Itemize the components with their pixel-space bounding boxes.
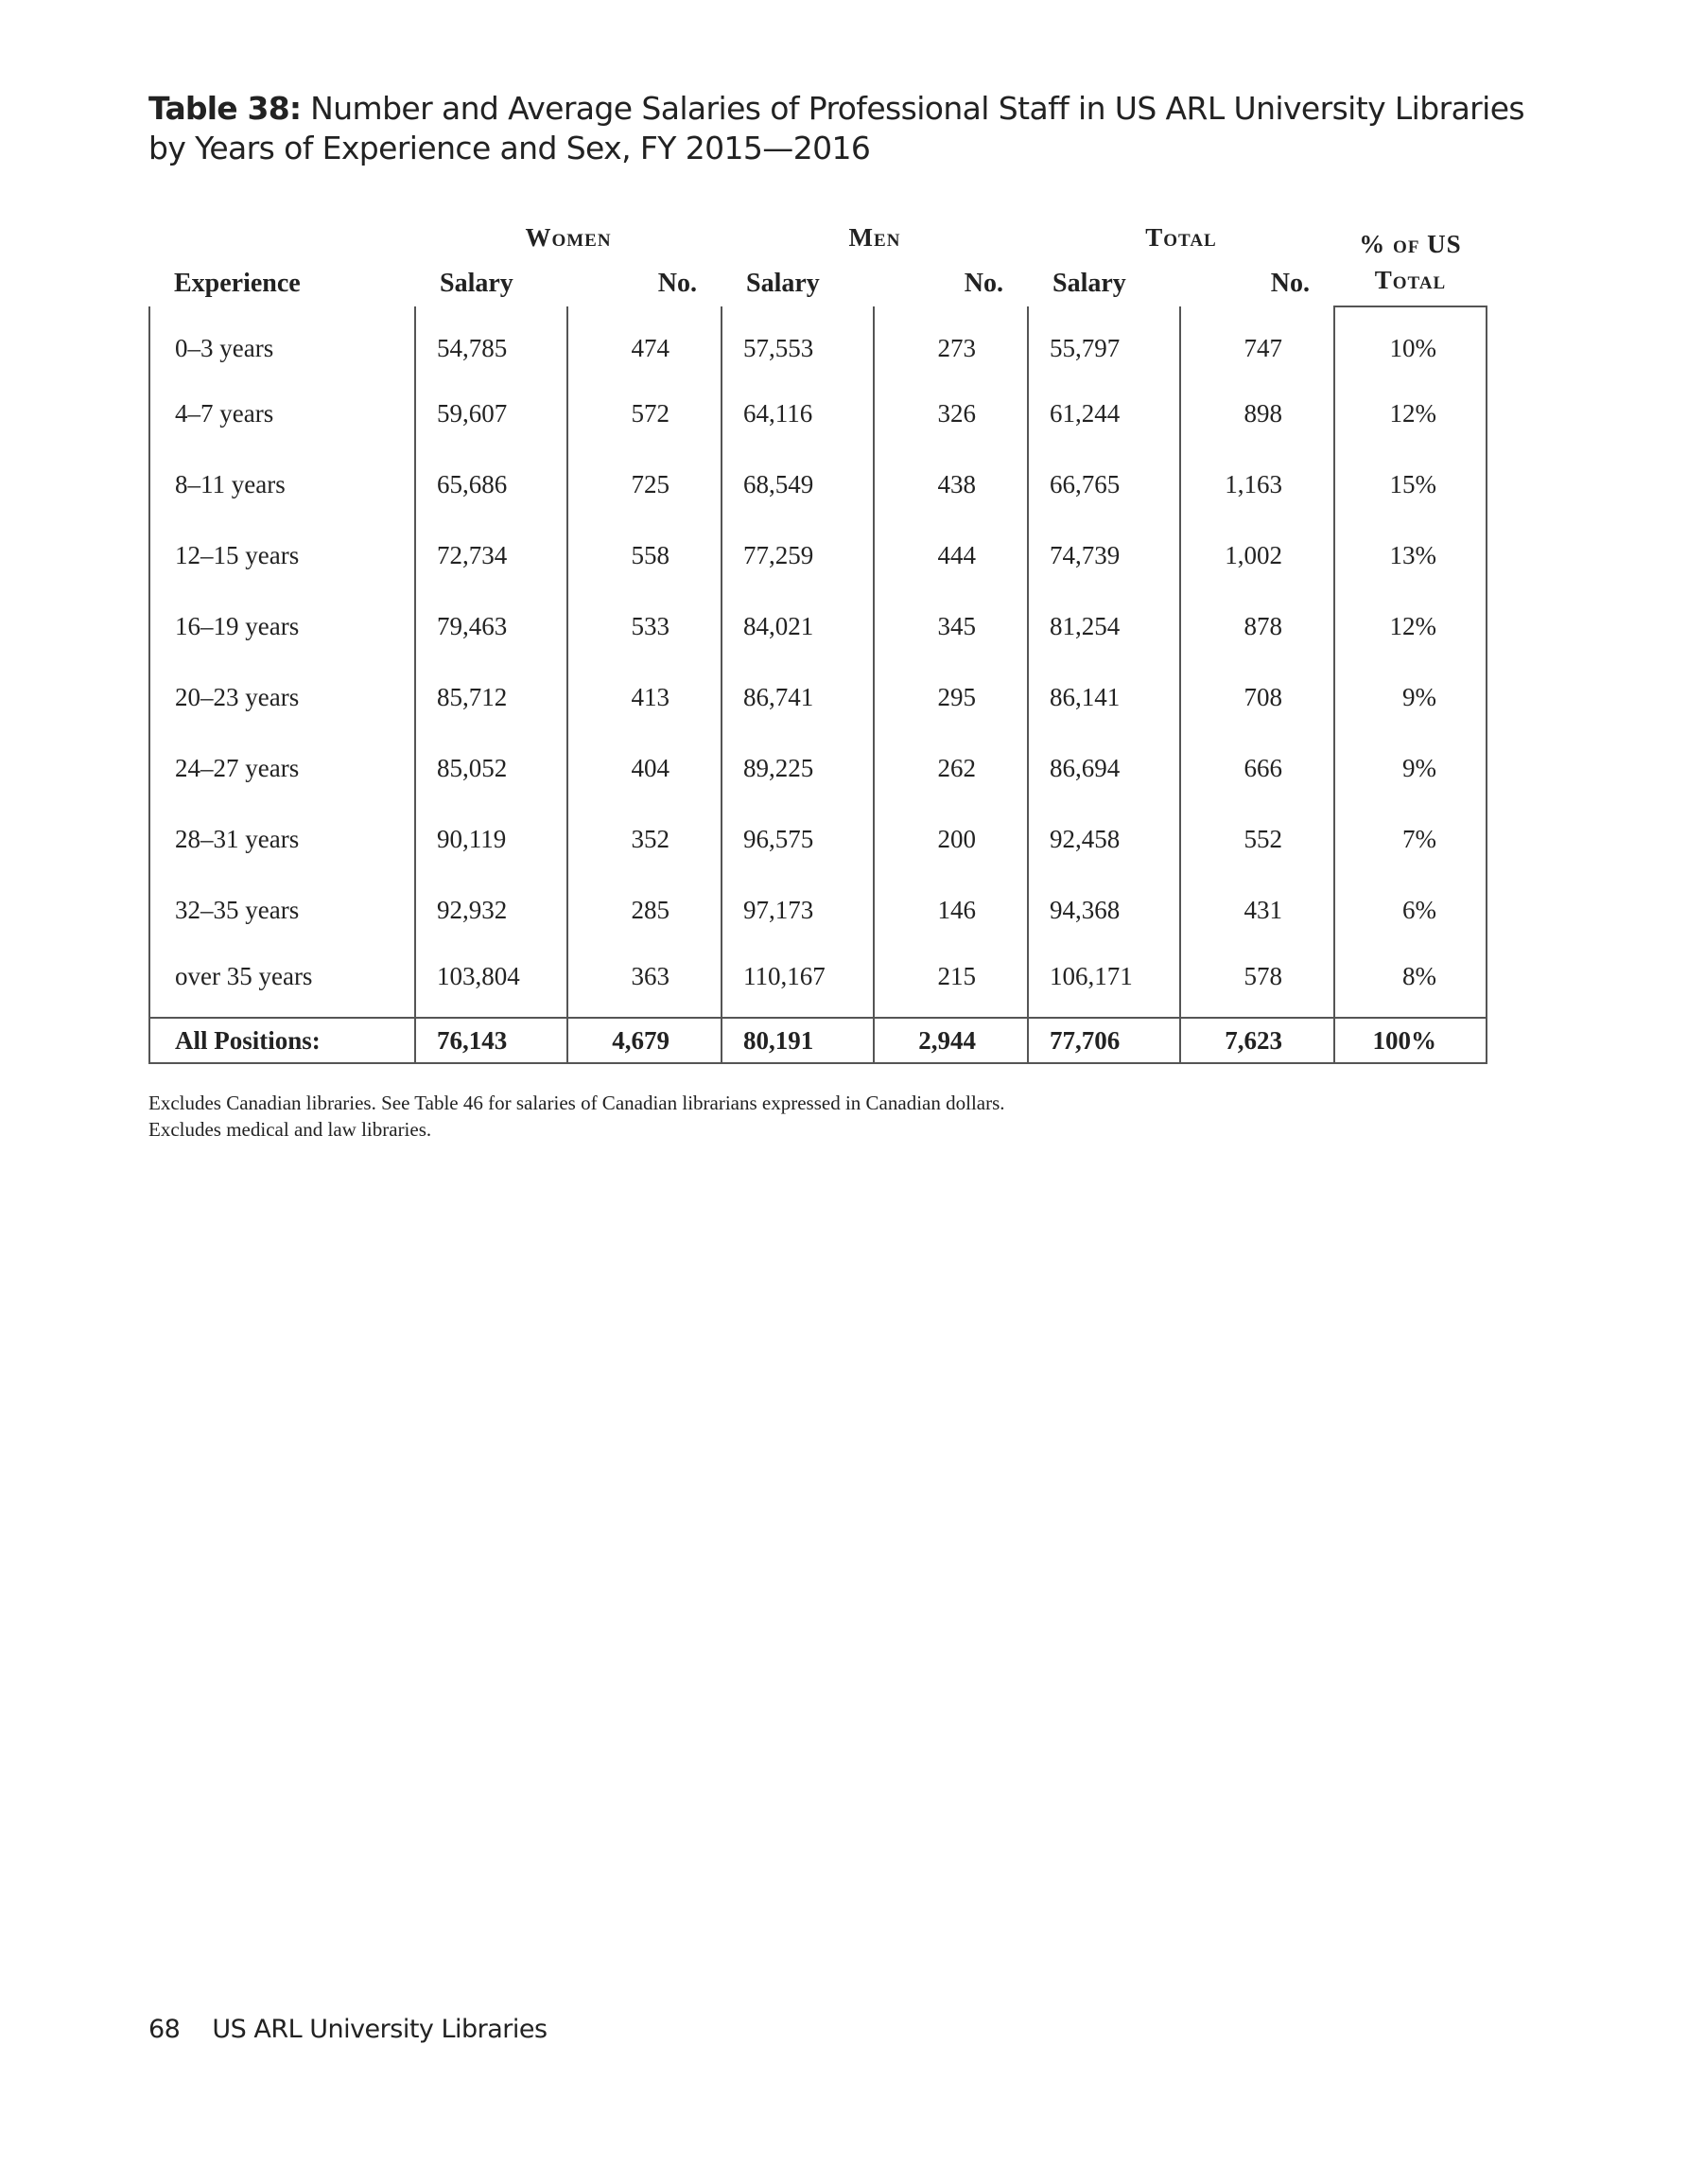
cell-men-salary: 96,575 <box>722 804 874 875</box>
cell-experience: 28–31 years <box>149 804 415 875</box>
cell-men-no: 262 <box>874 733 1028 804</box>
cell-experience: over 35 years <box>149 946 415 1018</box>
cell-women-salary: 92,932 <box>415 875 567 946</box>
page-footer <box>148 2015 548 2044</box>
cell-total-no: 1,163 <box>1180 449 1334 520</box>
group-header-men: Men <box>848 222 901 252</box>
column-header-women-salary: Salary <box>440 269 513 298</box>
salary-table <box>148 214 1487 1064</box>
cell-total-salary: 81,254 <box>1028 591 1180 662</box>
cell-total-no-total: 7,623 <box>1180 1018 1334 1063</box>
note-line: Excludes medical and law libraries. <box>148 1118 432 1141</box>
cell-experience: 4–7 years <box>149 378 415 449</box>
cell-total-no: 552 <box>1180 804 1334 875</box>
table-row <box>149 591 1487 662</box>
cell-total-salary: 66,765 <box>1028 449 1180 520</box>
table-row <box>149 662 1487 733</box>
cell-experience: 12–15 years <box>149 520 415 591</box>
cell-pct: 7% <box>1334 804 1487 875</box>
cell-women-no: 352 <box>567 804 722 875</box>
cell-total-no: 1,002 <box>1180 520 1334 591</box>
cell-total-no: 878 <box>1180 591 1334 662</box>
cell-women-salary: 72,734 <box>415 520 567 591</box>
cell-women-no: 413 <box>567 662 722 733</box>
cell-women-no: 474 <box>567 306 722 378</box>
cell-men-no: 146 <box>874 875 1028 946</box>
cell-women-salary: 85,712 <box>415 662 567 733</box>
column-header-total-salary: Salary <box>1052 269 1126 298</box>
cell-total-no: 747 <box>1180 306 1334 378</box>
cell-total-salary: 74,739 <box>1028 520 1180 591</box>
total-row <box>149 1018 1487 1063</box>
group-header-total: Total <box>1145 222 1217 252</box>
cell-pct: 8% <box>1334 946 1487 1018</box>
table-row <box>149 306 1487 378</box>
cell-experience: 32–35 years <box>149 875 415 946</box>
table-title-text: Number and Average Salaries of Professional Staff in US ARL University Libraries by Years of Experience and Sex, FY 2015—2016 <box>148 90 1525 166</box>
column-header-men-no: No. <box>964 269 1003 298</box>
cell-men-salary: 57,553 <box>722 306 874 378</box>
cell-men-no: 215 <box>874 946 1028 1018</box>
cell-experience: 0–3 years <box>149 306 415 378</box>
cell-men-no: 345 <box>874 591 1028 662</box>
cell-men-salary: 68,549 <box>722 449 874 520</box>
cell-pct: 12% <box>1334 378 1487 449</box>
cell-women-salary: 59,607 <box>415 378 567 449</box>
cell-women-salary: 90,119 <box>415 804 567 875</box>
column-header-women-no: No. <box>657 269 697 298</box>
cell-experience: 8–11 years <box>149 449 415 520</box>
group-header-women: Women <box>525 222 612 252</box>
cell-men-salary: 77,259 <box>722 520 874 591</box>
cell-men-no-total: 2,944 <box>874 1018 1028 1063</box>
cell-women-salary: 103,804 <box>415 946 567 1018</box>
table-title <box>148 89 1567 168</box>
cell-men-salary: 89,225 <box>722 733 874 804</box>
cell-pct: 9% <box>1334 733 1487 804</box>
page-number: 68 <box>148 2015 181 2044</box>
cell-women-salary: 79,463 <box>415 591 567 662</box>
cell-men-no: 444 <box>874 520 1028 591</box>
header-blank <box>149 214 415 261</box>
table-title-label: Table 38: <box>148 90 302 127</box>
cell-women-no: 404 <box>567 733 722 804</box>
cell-pct: 12% <box>1334 591 1487 662</box>
cell-total-no: 708 <box>1180 662 1334 733</box>
table-row <box>149 875 1487 946</box>
cell-men-salary: 84,021 <box>722 591 874 662</box>
cell-total-no: 898 <box>1180 378 1334 449</box>
cell-pct: 9% <box>1334 662 1487 733</box>
cell-experience: 20–23 years <box>149 662 415 733</box>
cell-women-no: 725 <box>567 449 722 520</box>
cell-pct: 6% <box>1334 875 1487 946</box>
table-row <box>149 804 1487 875</box>
column-header-men-salary: Salary <box>746 269 820 298</box>
cell-women-no: 285 <box>567 875 722 946</box>
cell-women-no: 533 <box>567 591 722 662</box>
cell-total-no: 666 <box>1180 733 1334 804</box>
cell-total-salary: 94,368 <box>1028 875 1180 946</box>
group-header-pct: % of US Total <box>1334 214 1487 306</box>
cell-total-label: All Positions: <box>149 1018 415 1063</box>
cell-women-salary: 85,052 <box>415 733 567 804</box>
cell-women-salary-total: 76,143 <box>415 1018 567 1063</box>
cell-total-salary: 106,171 <box>1028 946 1180 1018</box>
cell-women-no: 558 <box>567 520 722 591</box>
column-header-experience: Experience <box>174 269 301 298</box>
cell-women-no-total: 4,679 <box>567 1018 722 1063</box>
cell-pct: 15% <box>1334 449 1487 520</box>
cell-total-salary: 86,694 <box>1028 733 1180 804</box>
cell-total-salary: 86,141 <box>1028 662 1180 733</box>
cell-women-no: 363 <box>567 946 722 1018</box>
cell-pct-total: 100% <box>1334 1018 1487 1063</box>
table-row <box>149 520 1487 591</box>
cell-men-no: 273 <box>874 306 1028 378</box>
table-row <box>149 946 1487 1018</box>
cell-total-salary: 55,797 <box>1028 306 1180 378</box>
cell-men-no: 200 <box>874 804 1028 875</box>
cell-women-no: 572 <box>567 378 722 449</box>
cell-experience: 16–19 years <box>149 591 415 662</box>
cell-men-salary-total: 80,191 <box>722 1018 874 1063</box>
footer-section: US ARL University Libraries <box>212 2015 548 2044</box>
cell-women-salary: 65,686 <box>415 449 567 520</box>
table-row <box>149 733 1487 804</box>
cell-pct: 10% <box>1334 306 1487 378</box>
cell-men-salary: 97,173 <box>722 875 874 946</box>
cell-pct: 13% <box>1334 520 1487 591</box>
table-row <box>149 378 1487 449</box>
cell-men-no: 438 <box>874 449 1028 520</box>
cell-experience: 24–27 years <box>149 733 415 804</box>
cell-total-salary: 92,458 <box>1028 804 1180 875</box>
cell-men-no: 326 <box>874 378 1028 449</box>
cell-women-salary: 54,785 <box>415 306 567 378</box>
cell-total-no: 578 <box>1180 946 1334 1018</box>
cell-men-no: 295 <box>874 662 1028 733</box>
table-row <box>149 449 1487 520</box>
table-notes <box>148 1090 1005 1143</box>
column-header-total-no: No. <box>1270 269 1310 298</box>
cell-total-no: 431 <box>1180 875 1334 946</box>
cell-men-salary: 86,741 <box>722 662 874 733</box>
cell-men-salary: 64,116 <box>722 378 874 449</box>
cell-total-salary-total: 77,706 <box>1028 1018 1180 1063</box>
cell-total-salary: 61,244 <box>1028 378 1180 449</box>
note-line: Excludes Canadian libraries. See Table 46 for salaries of Canadian librarians expressed in Canadian dollars. <box>148 1092 1005 1114</box>
cell-men-salary: 110,167 <box>722 946 874 1018</box>
